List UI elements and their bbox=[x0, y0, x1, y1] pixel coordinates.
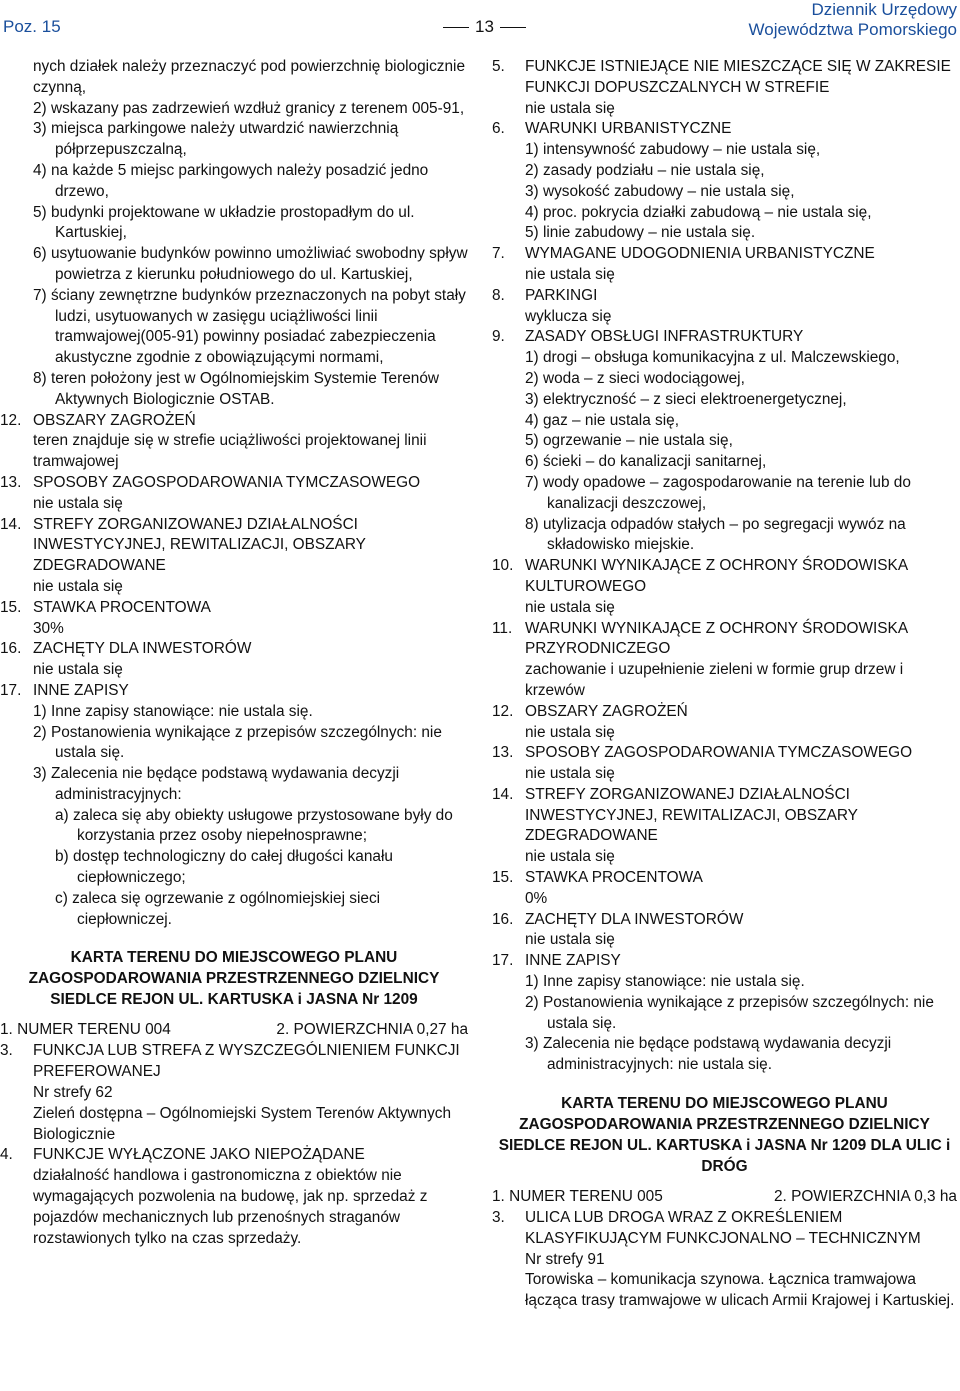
list-item: 3) Zalecenia nie będące podstawą wydawania decyzji administracyjnych: nie ustala się. bbox=[525, 1035, 892, 1074]
journal-title-line2: Województwa Pomorskiego bbox=[748, 20, 957, 39]
zone-number: Nr strefy 91 bbox=[525, 1250, 605, 1268]
section-title: ZASADY OBSŁUGI INFRASTRUKTURY bbox=[525, 328, 804, 346]
section-14 bbox=[0, 515, 468, 577]
section-title: WARUNKI WYNIKAJĄCE Z OCHRONY ŚRODOWISKA KULTUROWEGO bbox=[525, 557, 908, 595]
section-number: 7. bbox=[492, 245, 505, 263]
section-3 bbox=[0, 1041, 468, 1083]
list-item: 1) Inne zapisy stanowiące: nie ustala się. bbox=[33, 702, 313, 720]
section-text: nie ustala się bbox=[525, 265, 615, 283]
section-16 bbox=[492, 910, 957, 931]
section-12 bbox=[0, 411, 468, 432]
section-14 bbox=[492, 785, 957, 847]
spacer bbox=[0, 930, 468, 947]
list-item: 4) gaz – nie ustala się, bbox=[525, 411, 679, 429]
section-title: WARUNKI WYNIKAJĄCE Z OCHRONY ŚRODOWISKA PRZYRODNICZEGO bbox=[525, 619, 908, 658]
section-15 bbox=[492, 868, 957, 889]
section-number: 17. bbox=[0, 681, 22, 699]
section-number: 13. bbox=[492, 744, 514, 762]
terrain-area: 2. POWIERZCHNIA 0,3 ha bbox=[773, 1188, 957, 1206]
section-number: 10. bbox=[492, 557, 514, 575]
list-item: 1) Inne zapisy stanowiące: nie ustala się. bbox=[525, 973, 805, 991]
list-item: 7) wody opadowe – zagospodarowanie na terenie lub do kanalizacji deszczowej, bbox=[525, 473, 911, 512]
section-number: 11. bbox=[492, 619, 513, 637]
section-title: FUNKCJE WYŁĄCZONE JAKO NIEPOŻĄDANE bbox=[33, 1146, 365, 1164]
section-title: SPOSOBY ZAGOSPODAROWANIA TYMCZASOWEGO bbox=[525, 744, 913, 762]
section-title: STREFY ZORGANIZOWANEJ DZIAŁALNOŚCI INWESTYCYJNEJ, REWITALIZACJI, OBSZARY ZDEGRADOWANE bbox=[525, 785, 858, 845]
section-number: 14. bbox=[492, 785, 514, 803]
journal-title bbox=[749, 0, 958, 40]
section-4 bbox=[0, 1145, 468, 1166]
page-header bbox=[0, 0, 960, 46]
section-text: nie ustala się bbox=[33, 661, 123, 679]
section-title: ZACHĘTY DLA INWESTORÓW bbox=[525, 910, 744, 928]
section-number: 14. bbox=[0, 515, 22, 533]
section-number: 5. bbox=[492, 58, 505, 75]
dash-rule bbox=[443, 27, 469, 28]
section-number: 3. bbox=[0, 1042, 13, 1060]
section-5 bbox=[492, 57, 957, 99]
section-number: 16. bbox=[0, 640, 22, 658]
section-title: OBSZARY ZAGROŻEŃ bbox=[33, 411, 196, 429]
terrain-number-area-row bbox=[0, 1020, 468, 1041]
spacer bbox=[492, 1076, 957, 1093]
list-item: 3) elektryczność – z sieci elektroenergetycznej, bbox=[525, 390, 847, 408]
list-item: 1) intensywność zabudowy – nie ustala się, bbox=[525, 141, 821, 159]
section-number: 6. bbox=[492, 120, 505, 138]
terrain-number: 1. NUMER TERENU 004 bbox=[0, 1021, 171, 1039]
page-number bbox=[437, 17, 532, 37]
letter-item: c) zaleca się ogrzewanie z ogólnomiejskiej sieci ciepłowniczej. bbox=[55, 889, 381, 928]
section-text: nie ustala się bbox=[525, 598, 615, 616]
section-3 bbox=[492, 1208, 957, 1250]
section-number: 4. bbox=[0, 1146, 13, 1164]
list-item: 6) usytuowanie budynków powinno umożliwiać swobodny spływ powietrza z kierunku południowego do ul. Kartuskiej, bbox=[33, 245, 468, 283]
list-item: 5) linie zabudowy – nie ustala się. bbox=[525, 224, 756, 242]
journal-title-line1: Dziennik Urzędowy bbox=[811, 0, 957, 19]
section-number: 16. bbox=[492, 910, 514, 928]
section-number: 15. bbox=[492, 869, 514, 887]
section-text: nie ustala się bbox=[525, 99, 615, 117]
list-item: 8) utylizacja odpadów stałych – po segregacji wywóz na składowisko miejskie. bbox=[525, 515, 906, 554]
spacer bbox=[492, 1177, 957, 1187]
section-text: 30% bbox=[33, 619, 64, 637]
section-text: działalność handlowa i gastronomiczna z obiektów nie wymagających pozwolenia na budowę, jak np. sprzedaż z pojazdów mechanicznych lub przenośnych straganów rozstawionych tylko na czas sprzedaży. bbox=[33, 1167, 428, 1247]
section-number: 8. bbox=[492, 286, 505, 304]
section-title: WARUNKI URBANISTYCZNE bbox=[525, 120, 732, 138]
list-item: 1) drogi – obsługa komunikacyjna z ul. Malczewskiego, bbox=[525, 349, 900, 367]
section-number: 17. bbox=[492, 952, 514, 970]
section-title: OBSZARY ZAGROŻEŃ bbox=[525, 702, 688, 720]
section-title: SPOSOBY ZAGOSPODAROWANIA TYMCZASOWEGO bbox=[33, 473, 421, 491]
section-text: teren znajduje się w strefie uciążliwości projektowanej linii tramwajowej bbox=[33, 432, 427, 471]
terrain-number-area-row bbox=[492, 1187, 957, 1208]
list-item: 3) wysokość zabudowy – nie ustala się, bbox=[525, 182, 795, 200]
page-number-text: 13 bbox=[475, 17, 494, 36]
list-item: 6) ścieki – do kanalizacji sanitarnej, bbox=[525, 453, 767, 471]
right-column bbox=[492, 57, 957, 1312]
section-title: ULICA LUB DROGA WRAZ Z OKREŚLENIEM KLASYFIKUJĄCYM FUNKCJONALNO – TECHNICZNYM bbox=[525, 1209, 921, 1247]
section-number: 9. bbox=[492, 328, 505, 346]
karta-title: KARTA TERENU DO MIEJSCOWEGO PLANU ZAGOSPODAROWANIA PRZESTRZENNEGO DZIELNICY SIEDLCE REJON UL. KARTUSKA i JASNA Nr 1209 DLA ULIC i DRÓG bbox=[498, 1095, 951, 1176]
section-title: WYMAGANE UDOGODNIENIA URBANISTYCZNE bbox=[525, 245, 875, 263]
karta-title: KARTA TERENU DO MIEJSCOWEGO PLANU ZAGOSPODAROWANIA PRZESTRZENNEGO DZIELNICY SIEDLCE REJON UL. KARTUSKA i JASNA Nr 1209 bbox=[28, 949, 440, 1009]
section-17 bbox=[0, 681, 468, 702]
section-13 bbox=[0, 473, 468, 494]
list-item: 4) na każde 5 miejsc parkingowych należy posadzić jedno drzewo, bbox=[33, 161, 429, 200]
section-11 bbox=[492, 619, 957, 661]
letter-item: b) dostęp technologiczny do całej długości kanału ciepłowniczego; bbox=[55, 848, 393, 887]
section-text: nie ustala się bbox=[525, 848, 615, 866]
section-title: INNE ZAPISY bbox=[525, 952, 621, 970]
section-number: 15. bbox=[0, 598, 22, 616]
section-text: Torowiska – komunikacja szynowa. Łącznica tramwajowa łącząca trasy tramwajowe w ulicach Armii Krajowej i Kartuskiej. bbox=[525, 1271, 955, 1310]
section-title: FUNKCJE ISTNIEJĄCE NIE MIESZCZĄCE SIĘ W ZAKRESIE FUNKCJI DOPUSZCZALNYCH W STREFIE bbox=[525, 58, 951, 96]
section-text: nie ustala się bbox=[33, 494, 123, 512]
section-13 bbox=[492, 743, 957, 764]
list-item: 5) budynki projektowane w układzie prostopadłym do ul. Kartuskiej, bbox=[33, 203, 415, 242]
section-title: STREFY ZORGANIZOWANEJ DZIAŁALNOŚCI INWESTYCYJNEJ, REWITALIZACJI, OBSZARY ZDEGRADOWANE bbox=[33, 515, 366, 575]
list-item: 3) Zalecenia nie będące podstawą wydawania decyzji administracyjnych: bbox=[33, 765, 400, 803]
section-title: INNE ZAPISY bbox=[33, 681, 129, 699]
list-item: 3) miejsca parkingowe należy utwardzić nawierzchnią półprzepuszczalną, bbox=[33, 120, 399, 159]
section-17 bbox=[492, 951, 957, 972]
terrain-number: 1. NUMER TERENU 005 bbox=[492, 1188, 663, 1206]
section-number: 13. bbox=[0, 473, 22, 491]
list-item: 2) wskazany pas zadrzewień wzdłuż granicy z terenem 005-91, bbox=[33, 99, 465, 117]
list-item: 2) woda – z sieci wodociągowej, bbox=[525, 369, 745, 387]
section-16 bbox=[0, 639, 468, 660]
list-item: 2) Postanowienia wynikające z przepisów szczególnych: nie ustala się. bbox=[525, 993, 934, 1032]
section-8 bbox=[492, 286, 957, 307]
list-item: 5) ogrzewanie – nie ustala się, bbox=[525, 432, 733, 450]
section-text: zachowanie i uzupełnienie zieleni w formie grup drzew i krzewów bbox=[525, 661, 904, 699]
section-text: nie ustala się bbox=[33, 577, 123, 595]
section-9 bbox=[492, 327, 957, 348]
section-title: STAWKA PROCENTOWA bbox=[525, 869, 703, 887]
section-6 bbox=[492, 119, 957, 140]
section-text: wyklucza się bbox=[525, 307, 612, 325]
letter-item: a) zaleca się aby obiekty usługowe przystosowane były do korzystania przez osoby niepełnosprawne; bbox=[55, 806, 453, 845]
section-7 bbox=[492, 244, 957, 265]
section-number: 12. bbox=[492, 702, 514, 720]
spacer bbox=[0, 1010, 468, 1020]
left-column bbox=[0, 57, 468, 1249]
list-item: 4) proc. pokrycia działki zabudową – nie ustala się, bbox=[525, 203, 872, 221]
position-number: Poz. 15 bbox=[3, 17, 61, 36]
section-title: ZACHĘTY DLA INWESTORÓW bbox=[33, 640, 252, 658]
section-text: Zieleń dostępna – Ogólnomiejski System Terenów Aktywnych Biologicznie bbox=[33, 1104, 452, 1143]
list-item: 7) ściany zewnętrzne budynków przeznaczonych na pobyt stały ludzi, usytuowanych w zasięgu uciążliwości linii tramwajowej(005-91) powinny posiadać zabezpieczenia akustyczne zgodnie z obowiązującymi normami, bbox=[33, 286, 466, 367]
list-item: 8) teren położony jest w Ogólnomiejskim Systemie Terenów Aktywnych Biologicznie OSTAB. bbox=[33, 369, 440, 408]
section-text: nie ustala się bbox=[525, 723, 615, 741]
zone-number: Nr strefy 62 bbox=[33, 1084, 113, 1102]
dash-rule bbox=[500, 27, 526, 28]
section-text: nie ustala się bbox=[525, 765, 615, 783]
terrain-area: 2. POWIERZCHNIA 0,27 ha bbox=[276, 1021, 468, 1039]
section-number: 3. bbox=[492, 1209, 505, 1227]
list-item: 2) zasady podziału – nie ustala się, bbox=[525, 161, 765, 179]
section-title: STAWKA PROCENTOWA bbox=[33, 598, 211, 616]
section-15 bbox=[0, 598, 468, 619]
section-title: PARKINGI bbox=[525, 286, 598, 304]
list-item: 2) Postanowienia wynikające z przepisów szczególnych: nie ustala się. bbox=[33, 723, 442, 762]
section-title: FUNKCJA LUB STREFA Z WYSZCZEGÓLNIENIEM FUNKCJI PREFEROWANEJ bbox=[33, 1042, 460, 1081]
paragraph: nych działek należy przeznaczyć pod powierzchnię biologicznie czynną, bbox=[33, 58, 466, 96]
section-text: nie ustala się bbox=[525, 931, 615, 949]
section-12 bbox=[492, 702, 957, 723]
section-10 bbox=[492, 556, 957, 598]
section-number: 12. bbox=[0, 411, 22, 429]
section-text: 0% bbox=[525, 889, 548, 907]
